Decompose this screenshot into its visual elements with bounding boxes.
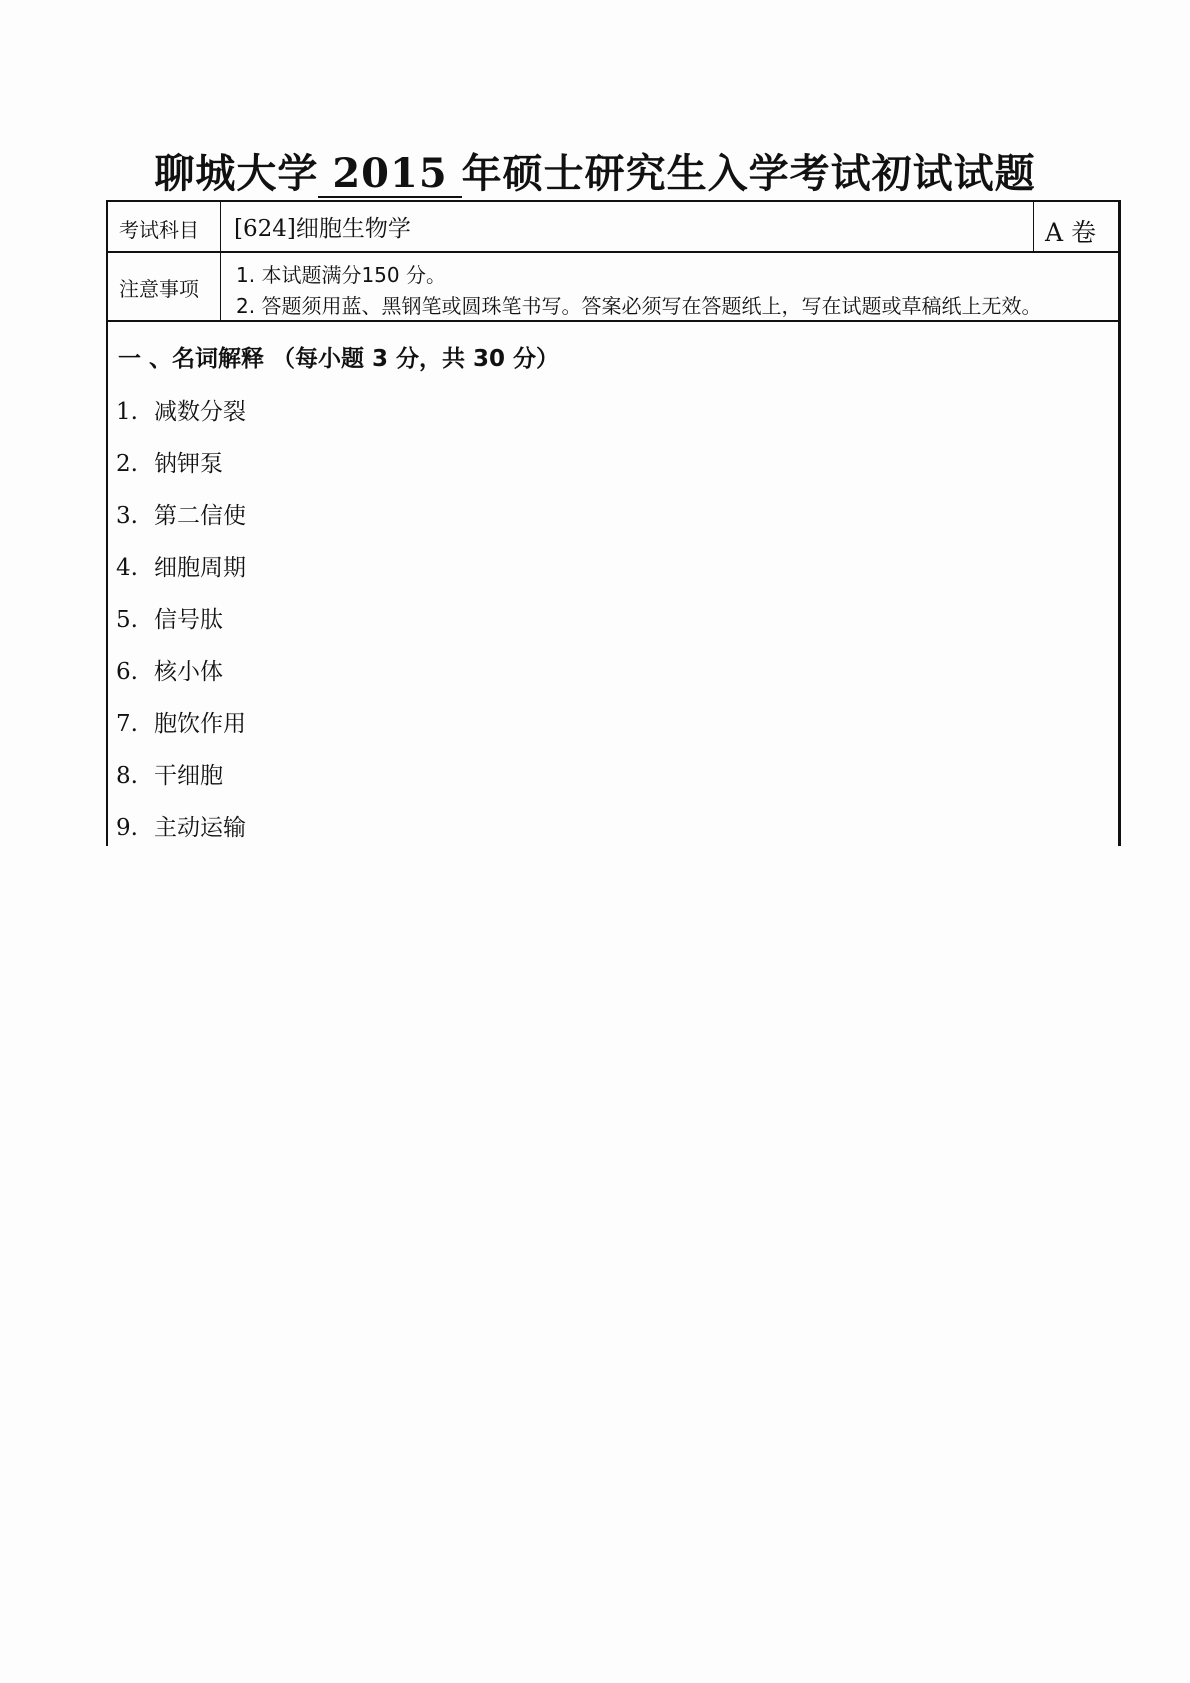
title-prefix: 聊城大学 [154,150,319,197]
question-text: 核小体 [154,659,223,685]
question-number: 5. [116,607,138,633]
question-number: 4. [116,555,138,581]
title-suffix: 年硕士研究生入学考试初试试题 [461,150,1036,197]
question-item [116,705,246,738]
question-text: 信号肽 [154,607,223,633]
question-text: 胞饮作用 [154,711,246,737]
question-number: 2. [116,451,138,477]
section-heading: 一 、名词解释 （每小题 3 分，共 30 分） [118,346,560,372]
question-number: 6. [116,659,138,685]
table-row-divider [106,320,1119,322]
question-item [116,757,223,790]
question-number: 9. [116,815,138,841]
question-item [116,601,223,634]
question-text: 第二信使 [154,503,246,529]
question-number: 3. [116,503,138,529]
question-number: 1. [116,399,138,425]
question-item [116,497,246,530]
question-text: 减数分裂 [154,399,246,425]
question-number: 7. [116,711,138,737]
question-item [116,445,223,478]
exam-title [0,142,1190,199]
question-text: 主动运输 [154,815,246,841]
notice-label: 注意事项 [119,277,199,301]
subject-label: 考试科目 [119,218,199,242]
notice-item: 1. 本试题满分150 分。 [236,263,446,287]
table-column-divider [220,200,221,321]
question-item [116,809,246,842]
paper-version: A 卷 [1045,218,1097,247]
version-divider [1033,200,1034,252]
question-item [116,393,246,426]
question-text: 钠钾泵 [154,451,223,477]
question-text: 干细胞 [154,763,223,789]
table-row-divider [106,251,1119,253]
notice-item: 2. 答题须用蓝、黑钢笔或圆珠笔书写。答案必须写在答题纸上，写在试题或草稿纸上无效。 [236,294,1042,318]
exam-year: 2015 [318,152,461,198]
question-item [116,653,223,686]
subject-value: [624]细胞生物学 [234,216,411,242]
question-item [116,549,246,582]
question-number: 8. [116,763,138,789]
question-text: 细胞周期 [154,555,246,581]
